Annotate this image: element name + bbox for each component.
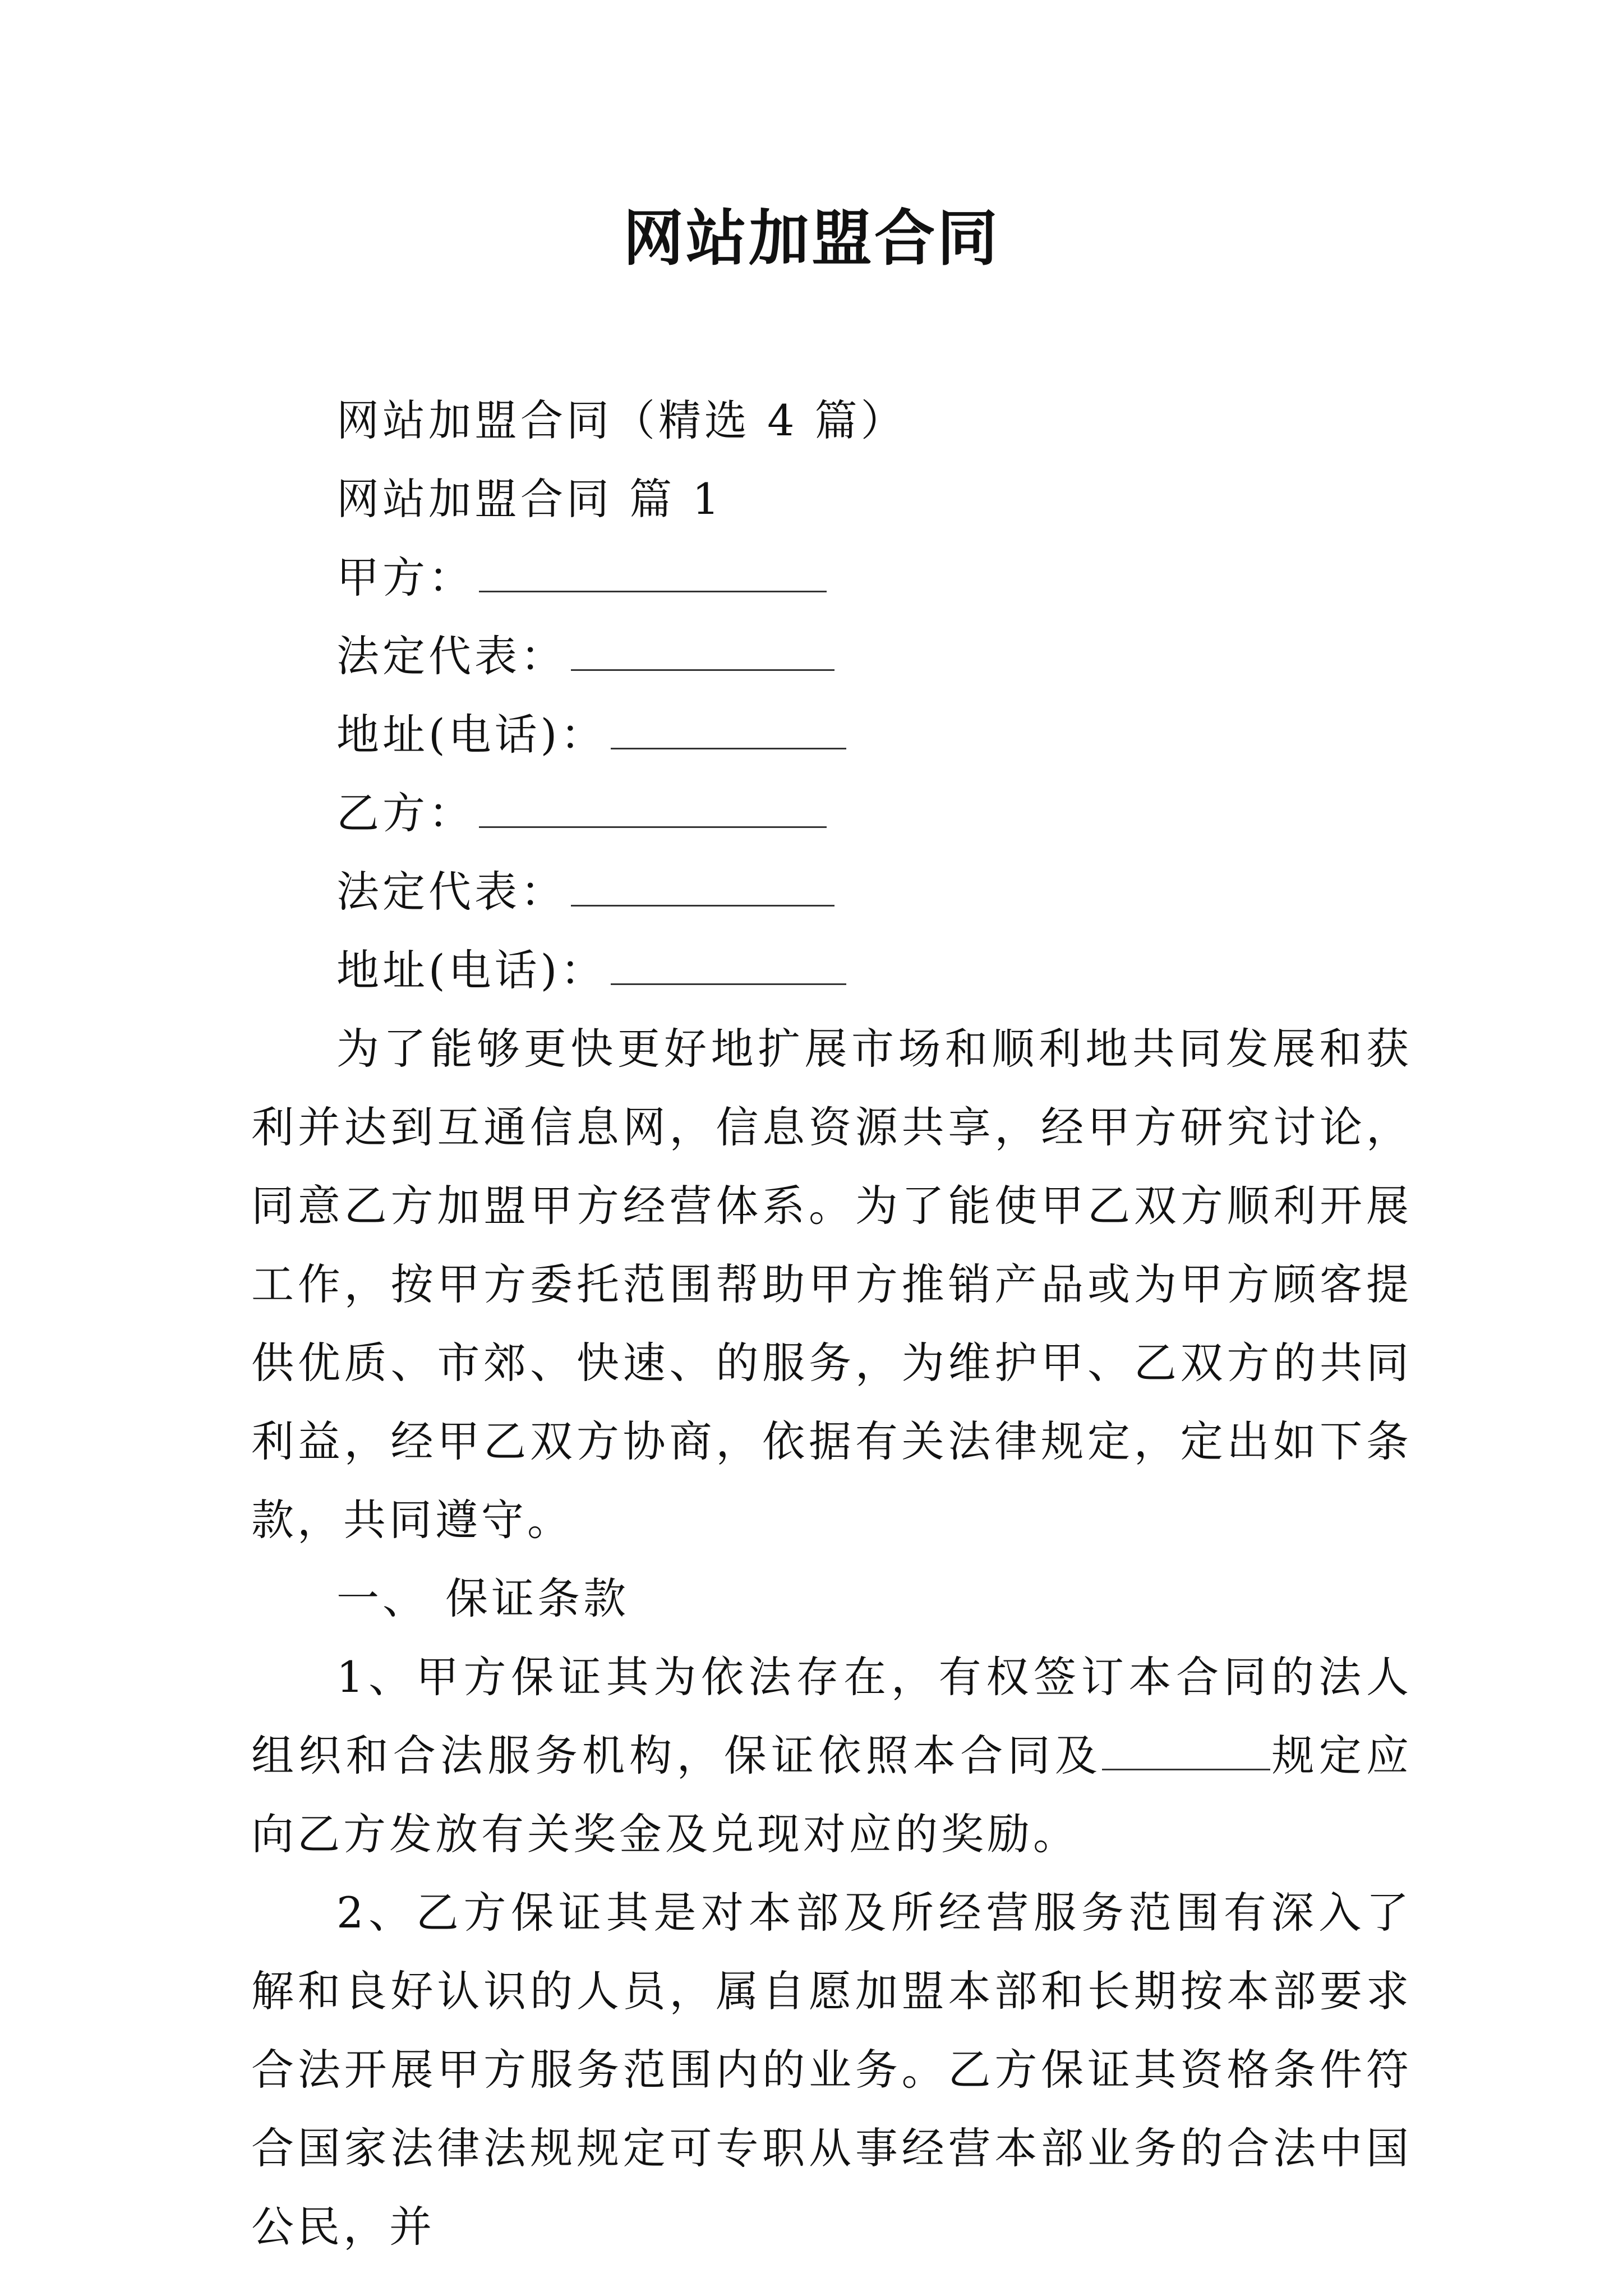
party-a-field — [251, 539, 1412, 617]
document-title: 网站加盟合同 — [623, 203, 1000, 274]
party-b-field — [251, 774, 1412, 853]
clause-1-text-after: 规定应向乙方发放有关奖金及兑现对应的奖励。 — [251, 1731, 1413, 1859]
party-b-rep-field — [251, 853, 1412, 931]
party-a-rep-blank — [571, 627, 834, 671]
party-b-addr-blank — [611, 941, 846, 985]
party-b-blank — [479, 784, 827, 828]
clause-1-text-before: 1、甲方保证其为依法存在，有权签订本合同的法人组织和合法服务机构，保证依照本合同及 — [251, 1652, 1412, 1780]
party-b-addr-label: 地址(电话)： — [336, 945, 607, 995]
section-heading: 网站加盟合同 篇 1 — [336, 474, 723, 524]
party-a-rep-field — [251, 617, 1412, 696]
party-b-label: 乙方： — [336, 788, 474, 838]
clause-heading: 一、 保证条款 — [336, 1573, 630, 1623]
party-a-label: 甲方： — [336, 553, 474, 602]
party-a-addr-blank — [611, 705, 846, 749]
clause-1-blank — [1102, 1726, 1270, 1770]
party-a-addr-label: 地址(电话)： — [336, 710, 607, 760]
party-b-rep-blank — [571, 862, 834, 907]
clause-2-paragraph: 2、乙方保证其是对本部及所经营服务范围有深入了解和良好认识的人员，属自愿加盟本部和长期按本部要求合法开展甲方服务范围内的业务。乙方保证其资格条件符合国家法律法规规定可专职从事经营本部业务的合法中国公民，并 — [251, 1888, 1412, 2252]
clause-1-paragraph — [251, 1638, 1412, 1874]
subtitle: 网站加盟合同（精选 4 篇） — [336, 395, 907, 445]
party-a-addr-field — [251, 696, 1412, 774]
party-b-rep-label: 法定代表： — [336, 867, 566, 917]
party-b-addr-field — [251, 931, 1412, 1010]
intro-paragraph: 为了能够更快更好地扩展市场和顺利地共同发展和获利并达到互通信息网，信息资源共享，经甲方研究讨论，同意乙方加盟甲方经营体系。为了能使甲乙双方顺利开展工作，按甲方委托范围帮助甲方推销产品或为甲方顾客提供优质、市郊、快速、的服务，为维护甲、乙双方的共同利益，经甲乙双方协商，依据有关法律规定，定出如下条款，共同遵守。 — [251, 1024, 1412, 1545]
party-a-blank — [479, 548, 827, 592]
document-body — [251, 381, 1412, 2266]
party-a-rep-label: 法定代表： — [336, 631, 566, 681]
